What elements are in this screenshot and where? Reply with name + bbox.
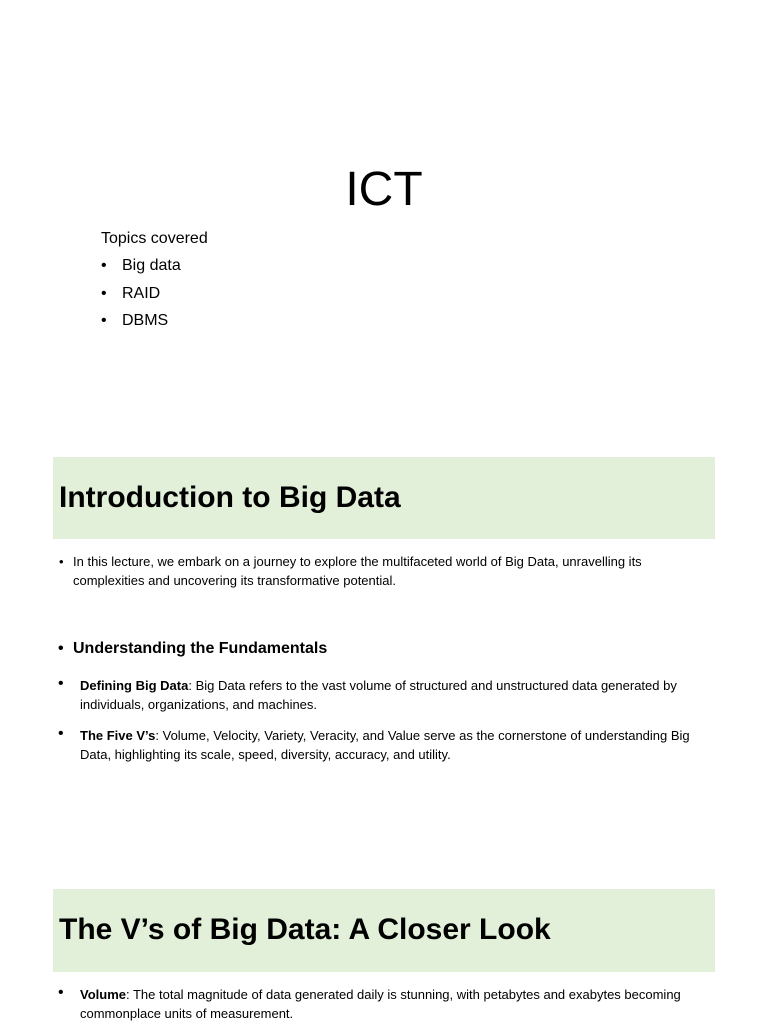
topics-list — [101, 256, 181, 339]
paragraph-text: In this lecture, we embark on a journey to explore the multifaceted world of Big Data, unravelling its complexities and uncovering its transformative potential. — [73, 554, 642, 588]
list-item — [58, 675, 700, 714]
section-heading: The V’s of Big Data: A Closer Look — [59, 913, 551, 946]
section-header-vs — [53, 889, 715, 972]
bullet-icon: • — [58, 725, 64, 742]
list-item — [58, 984, 700, 1023]
page-title: ICT — [345, 163, 423, 216]
term-description: : Big Data refers to the vast volume of structured and unstructured data generated by individuals, organizations, and machines. — [80, 678, 677, 712]
term-description: : The total magnitude of data generated daily is stunning, with petabytes and exabytes becoming commonplace units of measurement. — [80, 987, 681, 1021]
subheading-text: Understanding the Fundamentals — [73, 640, 328, 657]
bullet-icon: • — [58, 984, 64, 1001]
section-header-intro — [53, 457, 715, 539]
list-item: • Big data — [101, 256, 181, 284]
bullet-icon: • — [58, 640, 64, 657]
term: The Five V’s — [80, 728, 156, 743]
term: Volume — [80, 987, 126, 1002]
term-description: : Volume, Velocity, Variety, Veracity, and Value serve as the cornerstone of understanding Big Data, highlighting its scale, speed, diversity, accuracy, and utility. — [80, 728, 690, 762]
subheading — [58, 639, 328, 659]
term: Defining Big Data — [80, 678, 189, 693]
topics-heading: Topics covered — [101, 230, 208, 247]
section-heading: Introduction to Big Data — [59, 481, 401, 514]
list-item — [58, 725, 700, 764]
list-item: • DBMS — [101, 311, 181, 339]
bullet-icon: • — [59, 554, 64, 569]
list-item: • RAID — [101, 284, 181, 312]
intro-paragraph — [59, 552, 693, 590]
bullet-icon: • — [58, 675, 64, 692]
